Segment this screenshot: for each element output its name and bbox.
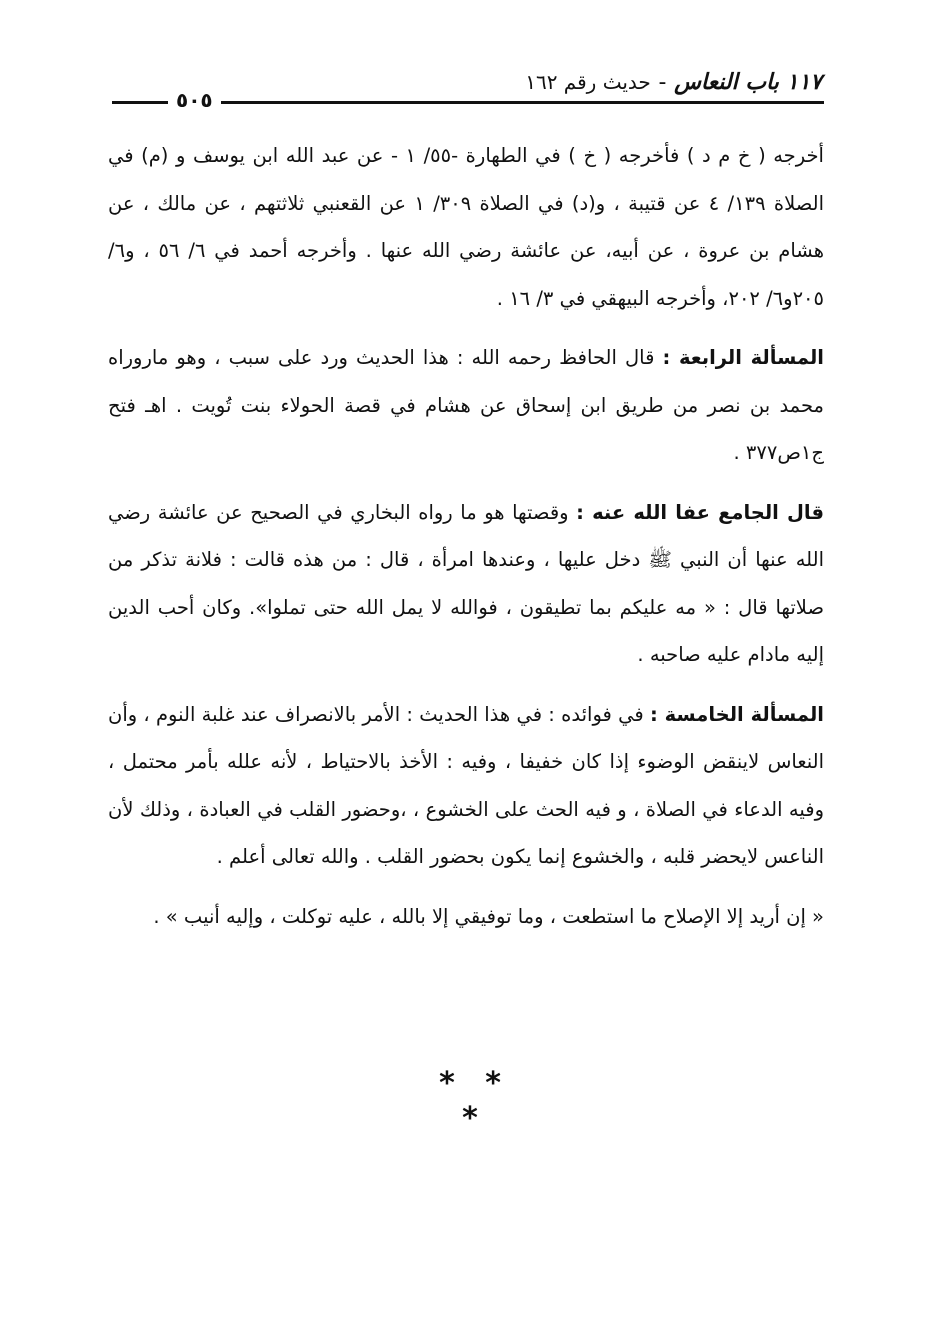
page-number: ٥٠٥ — [168, 88, 221, 112]
paragraph-lead: المسألة الرابعة : — [662, 346, 824, 369]
section-ornament: * * * — [439, 1066, 511, 1136]
running-header — [525, 70, 822, 95]
paragraph-body: في فوائده : في هذا الحديث : الأمر بالانصراف عند غلبة النوم ، وأن النعاس لاينقض الوضوء إذا كان خفيفا ، وفيه : الأخذ بالاحتياط ، لأنه علله بأمر محتمل ، وفيه الدعاء في الصلاة ، و فيه الحث على الخشوع ، ،وحضور القلب في العبادة ، وذلك لأن الناعس لايحضر قلبه ، والخشوع إنما يكون بحضور القلب . والله تعالى أعلم . — [108, 702, 824, 868]
paragraph-takhrij — [108, 132, 824, 322]
paragraph-closing-quote — [108, 893, 824, 941]
paragraph-body: وقصتها هو ما رواه البخاري في الصحيح عن عائشة رضي الله عنها أن النبي ﷺ دخل عليها ، وعندها امرأة ، قال : من هذه قالت : فلانة تذكر من صلاتها قال : « مه عليكم بما تطيقون ، فوالله لا يمل الله حتى تملوا». وكان أحب الدين إليه مادام عليه صاحبه . — [108, 500, 824, 666]
paragraph-body: أخرجه ( خ م د ) فأخرجه ( خ ) في الطهارة -٥٥/ ١ - عن عبد الله ابن يوسف و (م) في الصلاة ١٣٩/ ٤ عن قتيبة ، و(د) في الصلاة ٣٠٩/ ١ عن القعنبي ثلاثتهم ، عن مالك ، عن هشام بن عروة ، عن أبيه، عن عائشة رضي الله عنها . وأخرجه أحمد في ٦/ ٥٦ ، و٦/ ٢٠٥و٦/ ٢٠٢، وأخرجه البيهقي في ٣/ ١٦ . — [108, 144, 824, 310]
main-text — [108, 132, 824, 952]
header-separator: - — [658, 70, 667, 95]
chapter-title: ١١٧ باب النعاس — [674, 70, 822, 95]
paragraph-lead: المسألة الخامسة : — [649, 702, 824, 726]
paragraph-lead: قال الجامع عفا الله عنه : — [576, 500, 824, 524]
paragraph-body: « إن أريد إلا الإصلاح ما استطعت ، وما توفيقي إلا بالله ، عليه توكلت ، وإليه أنيب » . — [153, 904, 824, 928]
paragraph-body: قال الحافظ رحمه الله : هذا الحديث ورد على سبب ، وهو ماروراه محمد بن نصر من طريق ابن إسحاق عن هشام في قصة الحولاء بنت تُويت . اهـ فتح ج١ص٣٧٧ . — [108, 346, 824, 464]
paragraph-compiler-note — [108, 489, 824, 679]
hadith-reference: حديث رقم ١٦٢ — [525, 70, 651, 94]
paragraph-fourth-issue — [108, 334, 824, 477]
paragraph-fifth-issue — [108, 691, 824, 881]
